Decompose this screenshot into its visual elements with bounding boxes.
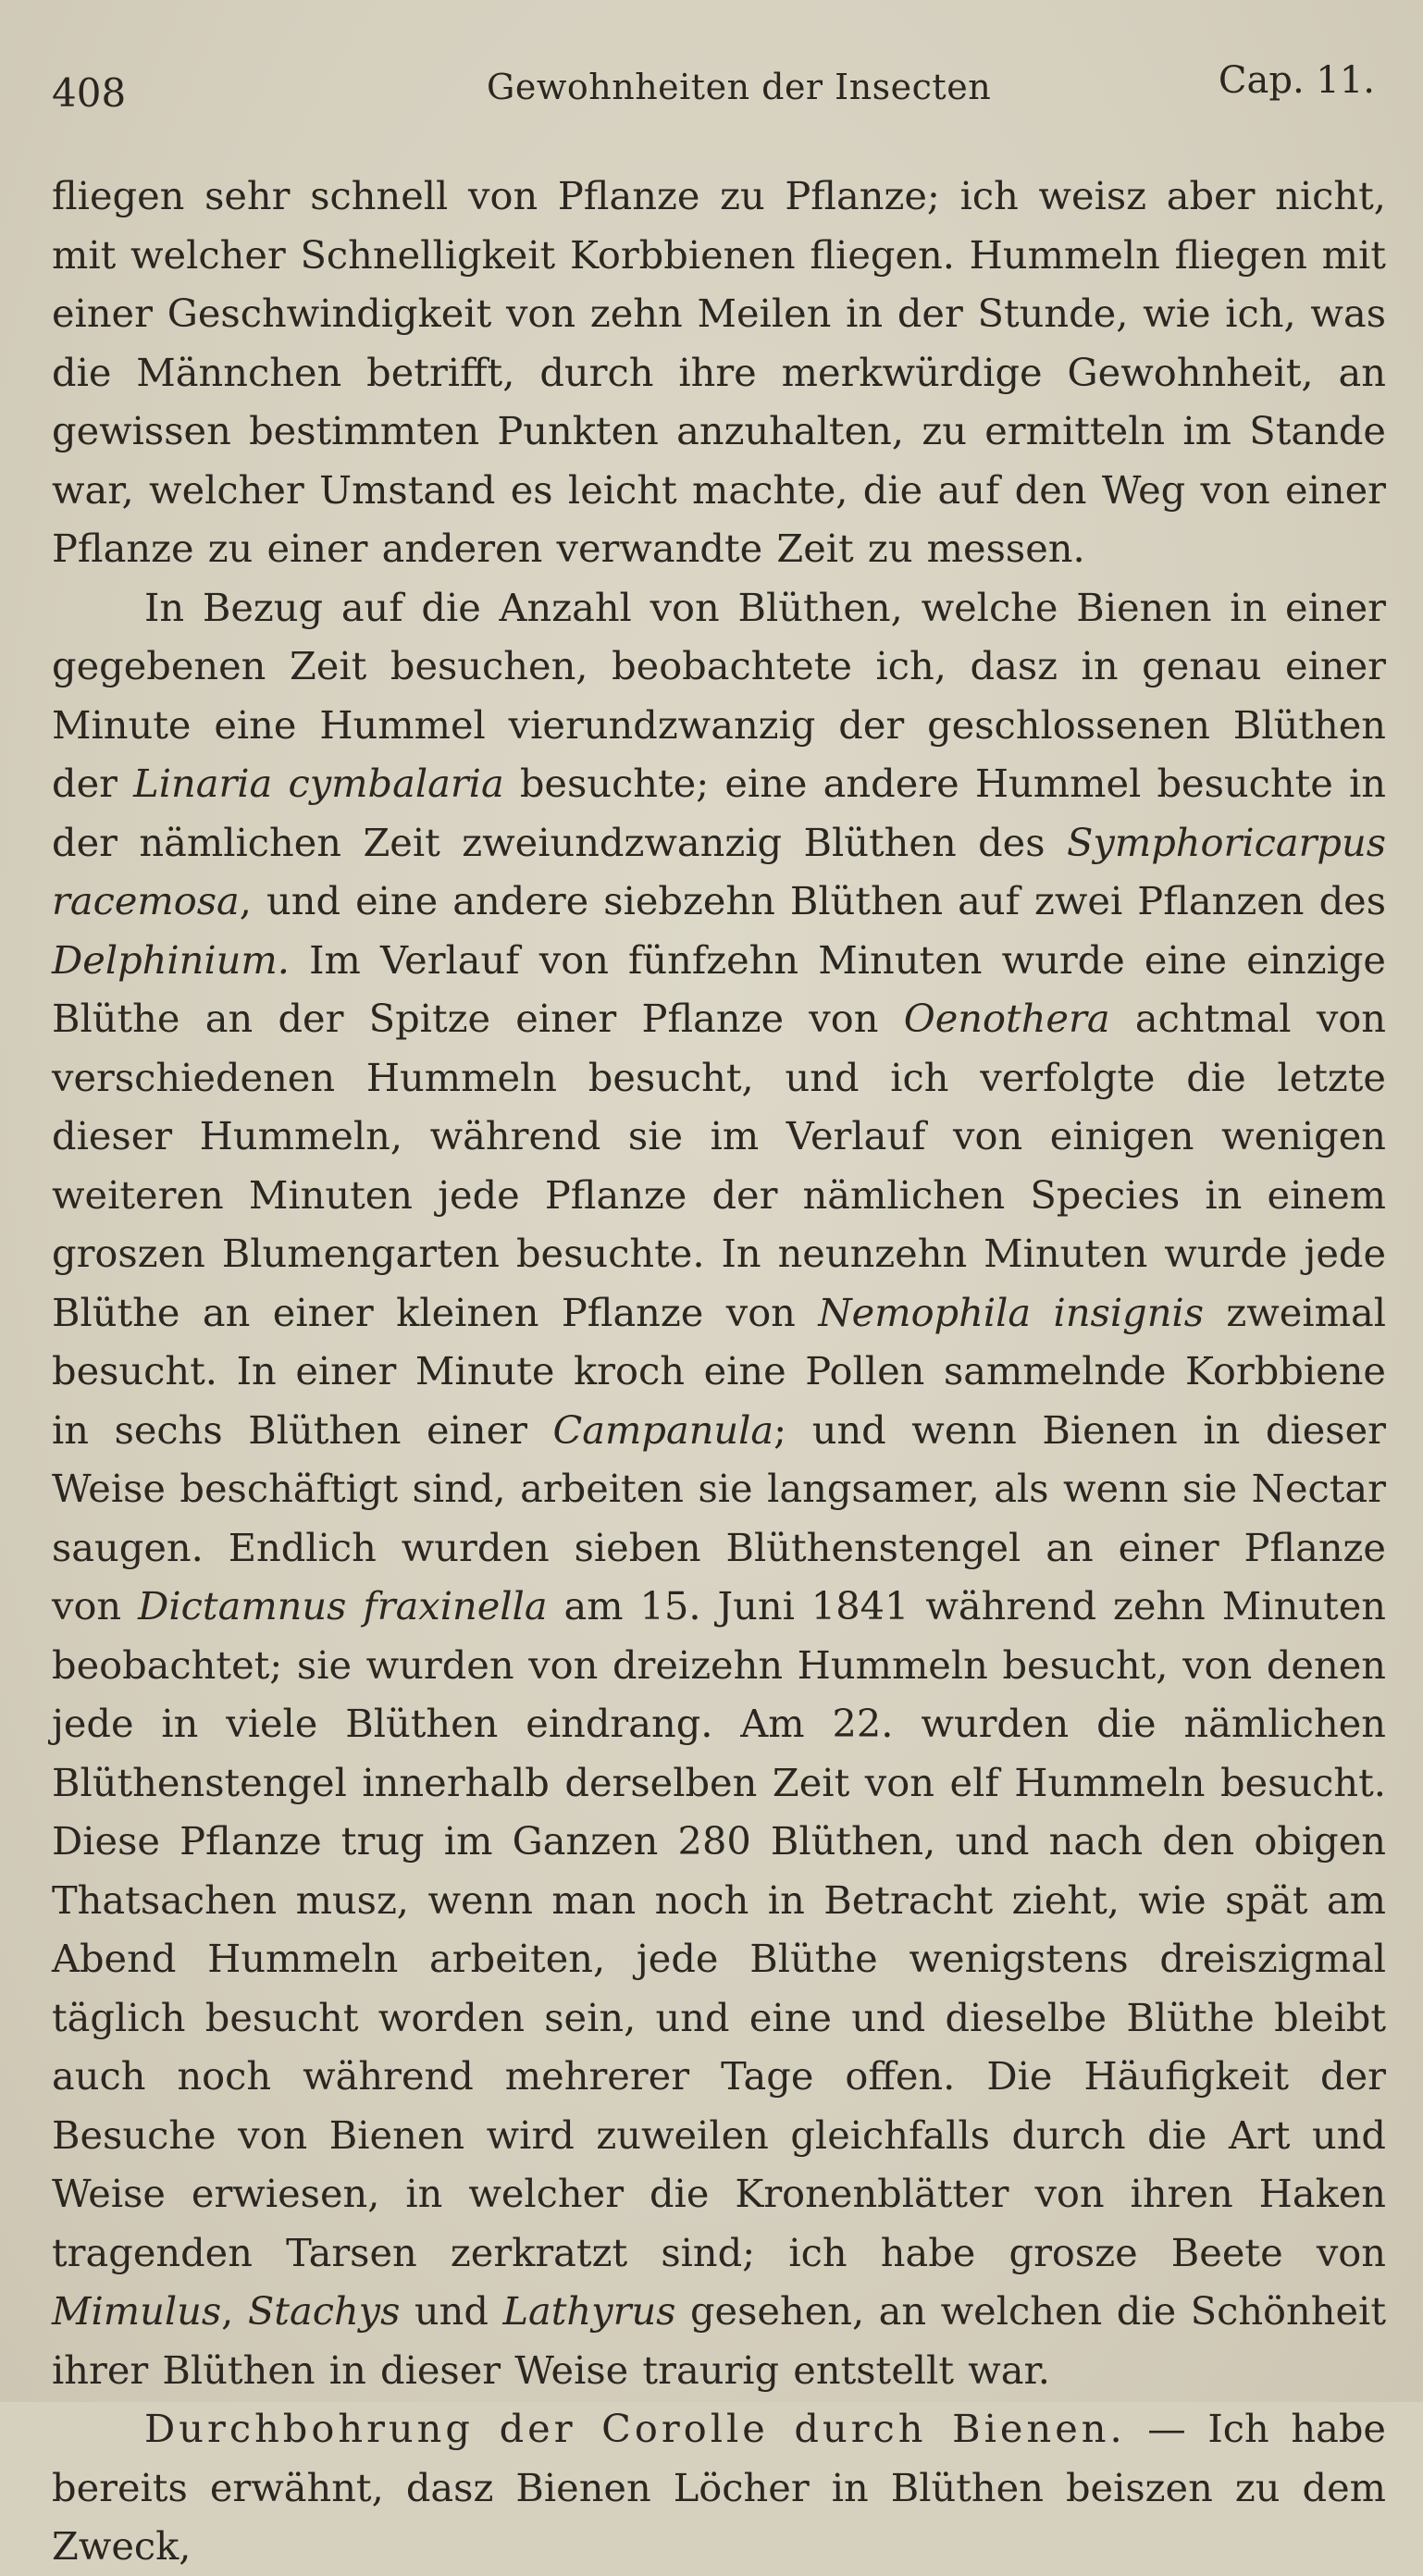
text-run: ; und wenn Bienen in dieser Weise beschäftigt sind, arbeiten sie langsamer, als wenn sie Nectar saugen. Endlich wurden sieben Blüthenstengel an einer Pflanze von: [52, 1406, 1386, 1629]
paragraph-3: [52, 2399, 1386, 2576]
paragraph-2: [52, 578, 1386, 2400]
text-run: gesehen, an welchen die Schönheit ihrer Blüthen in dieser Weise traurig entstellt war.: [52, 2288, 1386, 2393]
latin-name: Oenothera: [903, 996, 1110, 1041]
latin-name: Symphoricarpus racemosa: [52, 819, 1386, 923]
text-run: besuchte; eine andere Hummel besuchte in der nämlichen Zeit zweiundzwanzig Blüthen des: [52, 761, 1386, 865]
chapter-label: Cap. 11.: [1218, 59, 1375, 102]
running-title: Gewohnheiten der Insecten: [487, 67, 992, 107]
latin-name: Stachys: [247, 2288, 401, 2334]
latin-name: Campanula: [552, 1406, 774, 1453]
latin-name: Mimulus: [52, 2288, 222, 2334]
latin-name: Lathyrus: [502, 2288, 676, 2334]
text-run: — Ich habe bereits erwähnt, dasz Bienen Löcher in Blüthen beiszen zu dem Zweck,: [52, 2406, 1386, 2569]
text-run: achtmal von verschiedenen Hummeln besucht, und ich verfolgte die letzte dieser Hummeln, während sie im Verlauf von einigen wenigen weiteren Minuten jede Pflanze der nämlichen Species in einem groszen Blumengarten besuchte. In neunzehn Minuten wurde jede Blüthe an einer kleinen Pflanze von: [52, 996, 1386, 1335]
latin-name: Linaria cymbalaria: [133, 761, 504, 806]
page-header: [52, 57, 1386, 122]
latin-name: Nemophila insignis: [818, 1289, 1204, 1335]
latin-name: Dictamnus fraxinella: [138, 1583, 548, 1629]
text-run: fliegen sehr schnell von Pflanze zu Pflanze; ich weisz aber nicht, mit welcher Schnelligkeit Korbbienen fliegen. Hummeln fliegen mit einer Geschwindigkeit von zehn Meilen in der Stunde, wie ich, was die Männchen betrifft, durch ihre merkwürdige Gewohnheit, an gewissen bestimmten Punkten anzuhalten, zu ermitteln im Stande war, welcher Umstand es leicht machte, die auf den Weg von einer Pflanze zu einer anderen verwandte Zeit zu messen.: [52, 173, 1386, 571]
paragraph-1: [52, 167, 1386, 578]
latin-name: Delphinium.: [52, 936, 290, 983]
text-run: In Bezug auf die Anzahl von Blüthen, welche Bienen in einer gegebenen Zeit besuchen, beobachtete ich, dasz in genau einer Minute eine Hummel vierundzwanzig der geschlossenen Blüthen der: [52, 584, 1386, 806]
body-text: [52, 167, 1386, 2576]
text-run: und: [400, 2288, 503, 2334]
text-run: , und eine andere siebzehn Blüthen auf zwei Pflanzen des: [239, 878, 1386, 923]
page-number: 408: [52, 70, 127, 116]
text-run: zweimal besucht. In einer Minute kroch eine Pollen sammelnde Korbbiene in sechs Blüthen einer: [52, 1289, 1387, 1453]
text-run: Im Verlauf von fünfzehn Minuten wurde eine einzige Blüthe an der Spitze einer Pflanze von: [52, 936, 1386, 1041]
text-run: am 15. Juni 1841 während zehn Minuten beobachtet; sie wurden von dreizehn Hummeln besucht, von denen jede in viele Blüthen eindrang. Am 22. wurden die nämlichen Blüthenstengel innerhalb derselben Zeit von elf Hummeln besucht. Diese Pflanze trug im Ganzen 280 Blüthen, und nach den obigen Thatsachen musz, wenn man noch in Betracht zieht, wie spät am Abend Hummeln arbeiten, jede Blüthe wenigstens dreiszigmal täglich besucht worden sein, und eine und dieselbe Blüthe bleibt auch noch während mehrerer Tage offen. Die Häufigkeit der Besuche von Bienen wird zuweilen gleichfalls durch die Art und Weise erwiesen, in welcher die Kronenblätter von ihren Haken tragenden Tarsen zerkratzt sind; ich habe grosze Beete von: [52, 1583, 1386, 2275]
text-run: ,: [221, 2288, 248, 2334]
section-title: Durchbohrung der Corolle durch Bienen.: [144, 2406, 1126, 2451]
